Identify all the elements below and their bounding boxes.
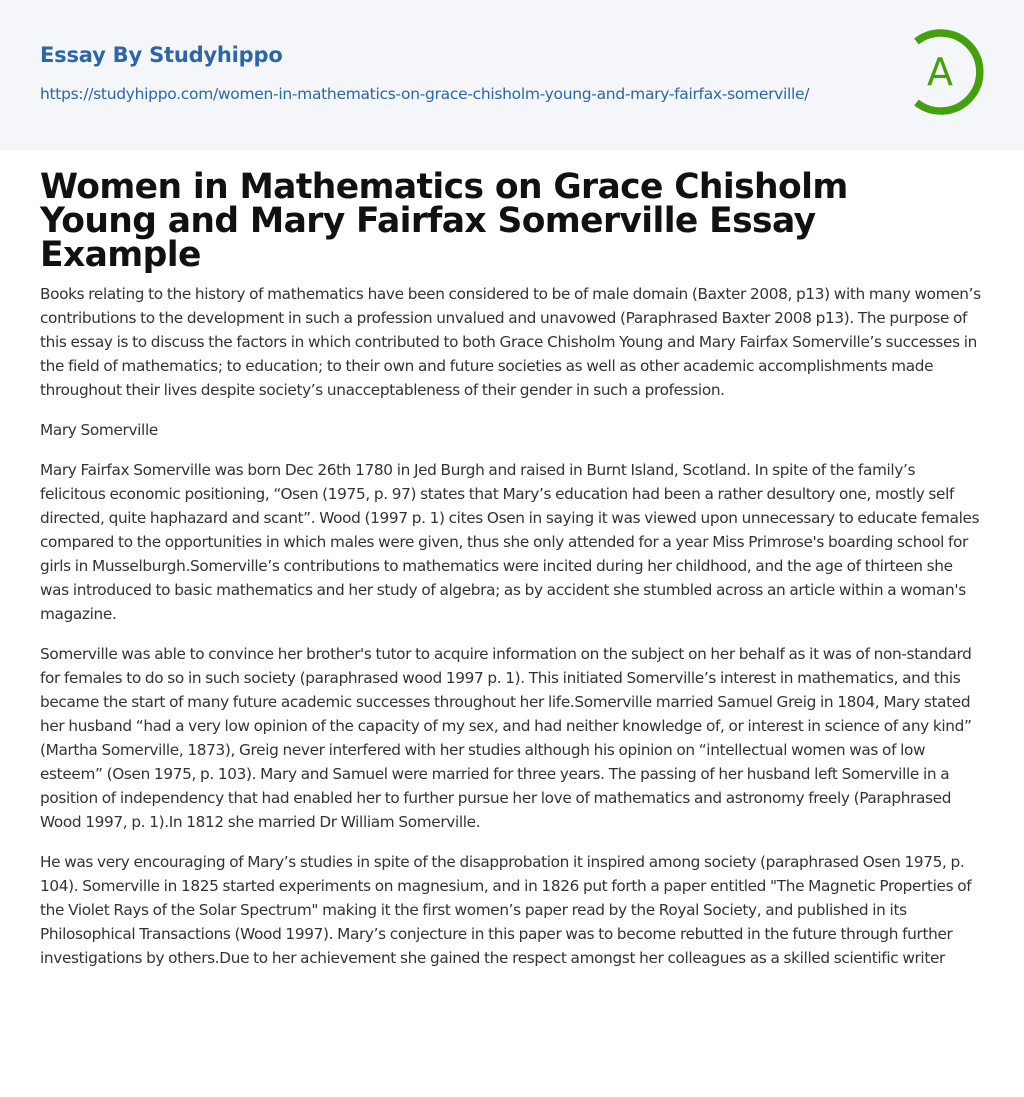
source-url-link[interactable]: https://studyhippo.com/women-in-mathematics-on-grace-chisholm-young-and-mary-fairfax-somerville/: [40, 85, 810, 103]
body-paragraph: He was very encouraging of Mary’s studies in spite of the disapprobation it inspired among society (paraphrased Osen 1975, p. 104). Somerville in 1825 started experiments on magnesium, and in 1826 put forth a paper entitled "The Magnetic Properties of the Violet Rays of the Solar Spectrum" making it the first women’s paper read by the Royal Society, and published in its Philosophical Transactions (Wood 1997). Mary’s conjecture in this paper was to become rebutted in the future through further investigations by others.Due to her achievement she gained the respect amongst her colleagues as a skilled scientific writer: [40, 853, 972, 967]
body-paragraph: Mary Fairfax Somerville was born Dec 26th 1780 in Jed Burgh and raised in Burnt Island, Scotland. In spite of the family’s felicitous economic positioning, “Osen (1975, p. 97) states that Mary’s education had been a rather desultory one, mostly self directed, quite haphazard and scant”. Wood (1997 p. 1) cites Osen in saying it was viewed upon unnecessary to educate females compared to the opportunities in which males were given, thus she only attended for a year Miss Primrose's boarding school for girls in Musselburgh.Somerville’s contributions to mathematics were incited during her childhood, and the age of thirteen she was introduced to basic mathematics and her study of algebra; as by accident she stumbled across an article within a woman's magazine.: [40, 461, 980, 623]
site-header: [0, 0, 1024, 150]
section-heading: Mary Somerville: [40, 421, 158, 439]
brand-title: Essay By Studyhippo: [40, 43, 283, 67]
article-title: Women in Mathematics on Grace Chisholm Young and Mary Fairfax Somerville Essay Example: [40, 167, 848, 275]
intro-paragraph: Books relating to the history of mathematics have been considered to be of male domain (Baxter 2008, p13) with many women’s contributions to the development in such a profession unvalued and unavowed (Paraphrased Baxter 2008 p13). The purpose of this essay is to discuss the factors in which contributed to both Grace Chisholm Young and Mary Fairfax Somerville’s successes in the field of mathematics; to education; to their own and future societies as well as other academic accomplishments made throughout their lives despite society’s unacceptableness of their gender in such a profession.: [40, 285, 981, 399]
grade-a-logo-icon: [912, 29, 986, 115]
article-content: [0, 167, 1024, 970]
body-paragraph: Somerville was able to convince her brother's tutor to acquire information on the subject on her behalf as it was of non-standard for females to do so in such society (paraphrased wood 1997 p. 1). This initiated Somerville’s interest in mathematics, and this became the start of many future academic successes throughout her life.Somerville married Samuel Greig in 1804, Mary stated her husband “had a very low opinion of the capacity of my sex, and had neither knowledge of, or interest in science of any kind” (Martha Somerville, 1873), Greig never interfered with her studies although his opinion on “intellectual women was of low esteem” (Osen 1975, p. 103). Mary and Samuel were married for three years. The passing of her husband left Somerville in a position of independency that had enabled her to further pursue her love of mathematics and astronomy freely (Paraphrased Wood 1997, p. 1).In 1812 she married Dr William Somerville.: [40, 645, 972, 831]
logo-letter: A: [927, 50, 953, 94]
